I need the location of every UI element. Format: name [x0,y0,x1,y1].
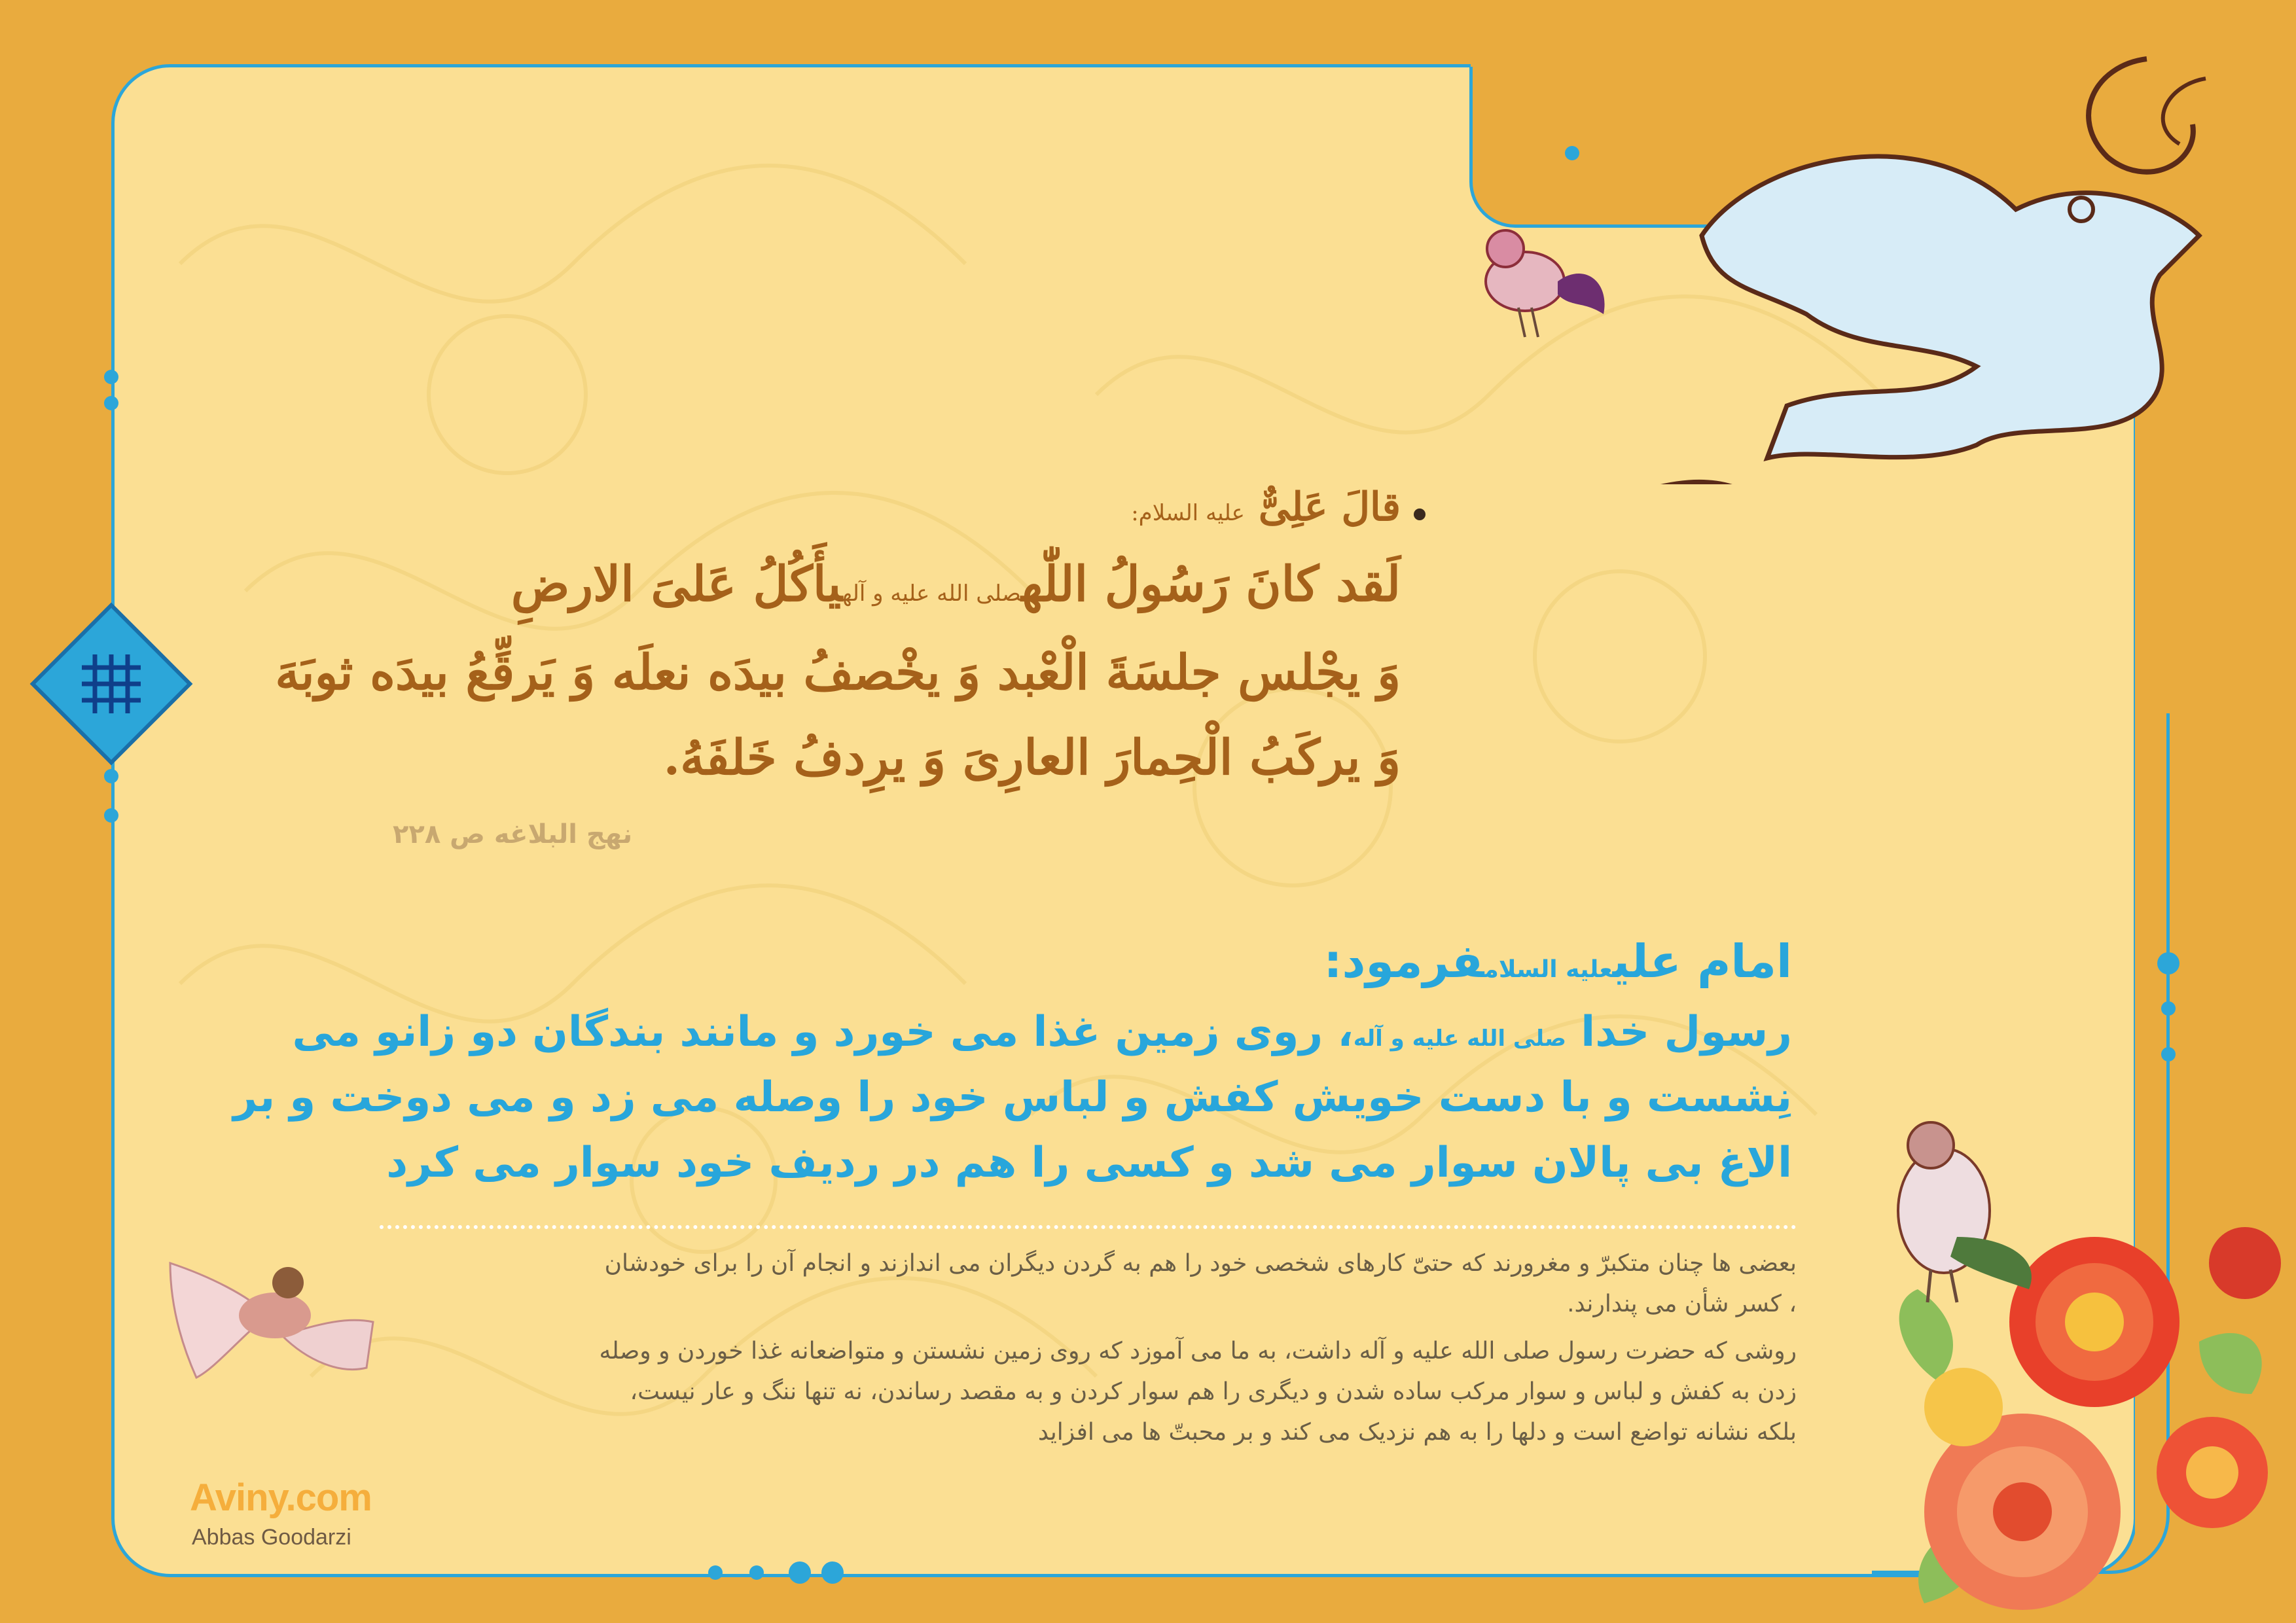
flower-bouquet [1859,1106,2296,1623]
bird-illustration [1466,209,1617,340]
frame-dot [2161,1047,2176,1061]
arabic-line-1-honorific: صلی الله علیه و آله [842,580,1022,607]
commentary-line-4: زدن به کفش و لباس و سوار مرکب ساده شدن و دیگری را هم سوار کردن و به مقصد رساندن، نه تنها ننگ و عار نیست، [630,1378,1797,1405]
arabic-intro-honorific: علیه السلام: [1131,500,1245,526]
arabic-line-1 [511,556,1401,613]
arabic-line-3: وَ یرکَبُ الْحِمارَ العارِیَ وَ یرِدفُ خَلفَهُ. [663,730,1401,786]
frame-dot [708,1565,723,1580]
arabic-line-2: وَ یجْلس جلسَةَ الْعْبد وَ یخْصفُ بیدَه نعلَه وَ یَرقِّعُ بیدَه ثوبَهَ [275,645,1401,701]
persian-line-2: نِشست و با دست خویش کفش و لباس خود را وصله می زد و می دوخت و بر [233,1073,1792,1122]
arabic-intro-text: قالَ عَلِیٌّ [1258,484,1401,530]
persian-line-1 [292,1008,1792,1056]
commentary-line-3: روشی که حضرت رسول صلی الله علیه و آله داشت، به ما می آموزد که روی زمین نشستن و متواضعانه غذا خوردن و وصله [599,1338,1797,1364]
arabic-line-1a: لَقد کانَ رَسُولُ اللّٰه [1021,556,1401,613]
persian-line-1-honorific: صلی الله علیه و آله [1353,1026,1566,1052]
persian-line-1a: رسول خدا [1581,1008,1792,1056]
commentary-line-2: ، کسر شأن می پندارند. [1567,1291,1797,1317]
frame-dot [104,370,118,384]
calligraphy-logo [1518,39,2251,484]
frame-dot [821,1561,844,1584]
persian-line-3: الاغ بی پالان سوار می شد و کسی را هم در ردیف خود سوار می کرد [386,1139,1792,1187]
frame-dot [2157,952,2179,974]
persian-line-1b: ، روی زمین غذا می خورد و مانند بندگان دو زانو می [292,1008,1354,1056]
bird-illustration [157,1237,380,1387]
persian-heading-b: فرمود: [1323,935,1484,988]
frame-dot [789,1561,811,1584]
dotted-divider [380,1225,1797,1229]
frame-dot [104,769,118,783]
persian-heading-honorific: علیه السلام [1484,956,1613,983]
arabic-intro [1131,484,1401,530]
frame-dot [2161,1001,2176,1016]
source-citation: نهج البلاغه ص ۲۲۸ [393,819,633,849]
frame-dot [104,808,118,823]
site-logo: Aviny.com [190,1476,372,1519]
author-credit: Abbas Goodarzi [192,1525,351,1550]
commentary-line-1: بعضی ها چنان متکبرّ و مغرورند که حتیّ کارهای شخصی خود را هم به گردن دیگران می اندازند و انجام آن را برای خودشان [604,1250,1797,1277]
commentary-line-5: بلکه نشانه تواضع است و دلها را به هم نزدیک می کند و بر محبتّ ها می افزاید [1037,1419,1797,1446]
persian-heading-a: امام علی [1612,935,1792,988]
frame-dot [104,396,118,410]
geometric-knot-ornament [29,602,193,766]
frame-dot [749,1565,764,1580]
persian-heading [1323,935,1792,988]
arabic-line-1b: یأَکُلُ عَلیَ الارضِ [511,556,842,613]
bullet-dot [1414,508,1426,520]
